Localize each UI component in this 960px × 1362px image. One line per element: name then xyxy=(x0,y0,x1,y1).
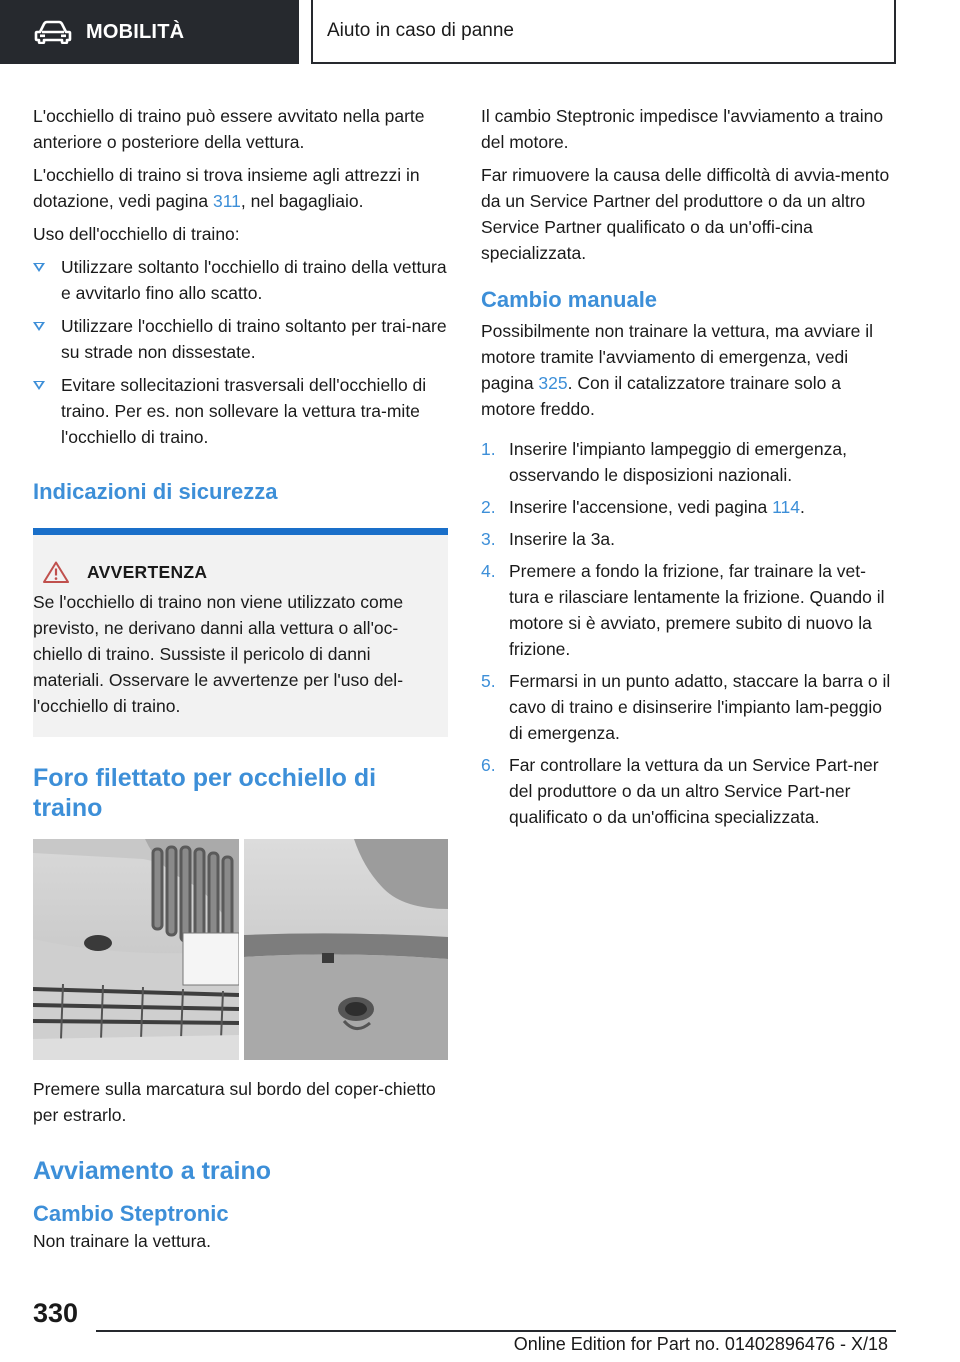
text: , nel bagagliaio. xyxy=(240,191,364,211)
section-label: MOBILITÀ xyxy=(86,20,185,43)
warning-header xyxy=(33,559,436,585)
edition-info: Online Edition for Part no. 01402896476 - X/18 xyxy=(513,1334,888,1354)
step-item xyxy=(481,668,896,746)
page-link-311[interactable]: 311 xyxy=(213,191,241,211)
text: Possibilmente non trainare la vettura, ma avviare il motore tramite l'avviamento di emergenza, vedi pagina xyxy=(481,321,873,393)
list-item-text: Utilizzare l'occhiello di traino soltanto per trai-nare su strade non dissestate. xyxy=(61,316,447,362)
list-item xyxy=(33,372,448,450)
step-number: 1. xyxy=(481,439,496,459)
step-item xyxy=(481,436,896,488)
warning-body: Se l'occhiello di traino non viene utilizzato come previsto, ne derivano danni alla vettura o all'oc-chiello di traino. Sussiste il pericolo di danni materiali. Osservare le avvertenze per l'uso del-l'occhiello di traino. xyxy=(33,592,404,716)
step-number: 3. xyxy=(481,529,496,549)
chapter-header xyxy=(311,0,896,64)
step-item xyxy=(481,526,896,552)
paragraph: L'occhiello di traino può essere avvitato nella parte anteriore o posteriore della vettura. xyxy=(33,106,425,152)
triangle-bullet-icon xyxy=(33,381,45,390)
heading-manual-gearbox: Cambio manuale xyxy=(481,287,658,312)
paragraph: Non trainare la vettura. xyxy=(33,1231,212,1251)
step-text: . xyxy=(800,497,805,517)
warning-triangle-icon xyxy=(43,561,69,583)
footer-divider xyxy=(96,1330,896,1332)
step-text: Far controllare la vettura da un Service Part-ner del produttore o da un altro Service Part-ner qualificato o da un'officina specializzata. xyxy=(509,755,879,827)
page-link-325[interactable]: 325 xyxy=(538,373,568,393)
triangle-bullet-icon xyxy=(33,322,45,331)
list-item xyxy=(33,254,448,306)
text: L'occhiello di traino si trova insieme agli attrezzi in dotazione, vedi pagina xyxy=(33,165,420,211)
text: . Con il catalizzatore trainare solo a motore freddo. xyxy=(481,373,841,419)
step-item xyxy=(481,494,896,520)
step-text: Premere a fondo la frizione, far trainare la vet-tura e rilasciare lentamente la frizione. Quando il motore si è avviato, premere subito di nuovo la frizione. xyxy=(509,561,885,659)
tow-eye-cover-figure xyxy=(33,839,448,1060)
heading-safety: Indicazioni di sicurezza xyxy=(33,479,278,504)
paragraph: Far rimuovere la causa delle difficoltà di avvia-mento da un Service Partner del produttore o da un altro Service Partner qualificato o da un'offi-cina specializzata. xyxy=(481,165,890,263)
step-text: Fermarsi in un punto adatto, staccare la barra o il cavo di traino e disinserire l'impianto lam-peggio di emergenza. xyxy=(509,671,891,743)
paragraph: Uso dell'occhiello di traino: xyxy=(33,224,240,244)
heading-threaded-hole: Foro filettato per occhiello di traino xyxy=(33,764,377,822)
paragraph: Il cambio Steptronic impedisce l'avviamento a traino del motore. xyxy=(481,106,884,152)
paragraph xyxy=(33,162,448,214)
step-text: Inserire l'impianto lampeggio di emergenza, osservando le disposizioni nazionali. xyxy=(509,439,847,485)
page-number: 330 xyxy=(33,1298,79,1328)
warning-box xyxy=(33,528,448,737)
rear-bumper-image xyxy=(244,839,448,1060)
page-link-114[interactable]: 114 xyxy=(772,497,800,517)
figure-caption: Premere sulla marcatura sul bordo del coper-chietto per estrarlo. xyxy=(33,1079,436,1125)
step-text: Inserire l'accensione, vedi pagina xyxy=(509,497,773,517)
step-text: Inserire la 3a. xyxy=(509,529,616,549)
step-item xyxy=(481,752,896,830)
front-bumper-image xyxy=(33,839,239,1060)
heading-tow-start: Avviamento a traino xyxy=(33,1157,272,1185)
step-number: 5. xyxy=(481,671,496,691)
car-icon xyxy=(34,20,72,44)
heading-steptronic: Cambio Steptronic xyxy=(33,1201,229,1226)
list-item-text: Evitare sollecitazioni trasversali dell'occhiello di traino. Per es. non sollevare la vettura tra-mite l'occhiello di traino. xyxy=(61,375,427,447)
warning-title: AVVERTENZA xyxy=(87,562,208,582)
step-number: 2. xyxy=(481,497,496,517)
step-number: 6. xyxy=(481,755,496,775)
left-column xyxy=(33,103,448,1261)
triangle-bullet-icon xyxy=(33,263,45,272)
right-column xyxy=(481,103,896,836)
step-item xyxy=(481,558,896,662)
list-item xyxy=(33,313,448,365)
paragraph xyxy=(481,318,896,422)
list-item-text: Utilizzare soltanto l'occhiello di traino della vettura e avvitarlo fino allo scatto. xyxy=(61,257,447,303)
section-tab xyxy=(0,0,299,64)
chapter-title: Aiuto in caso di panne xyxy=(327,20,514,41)
step-number: 4. xyxy=(481,561,496,581)
